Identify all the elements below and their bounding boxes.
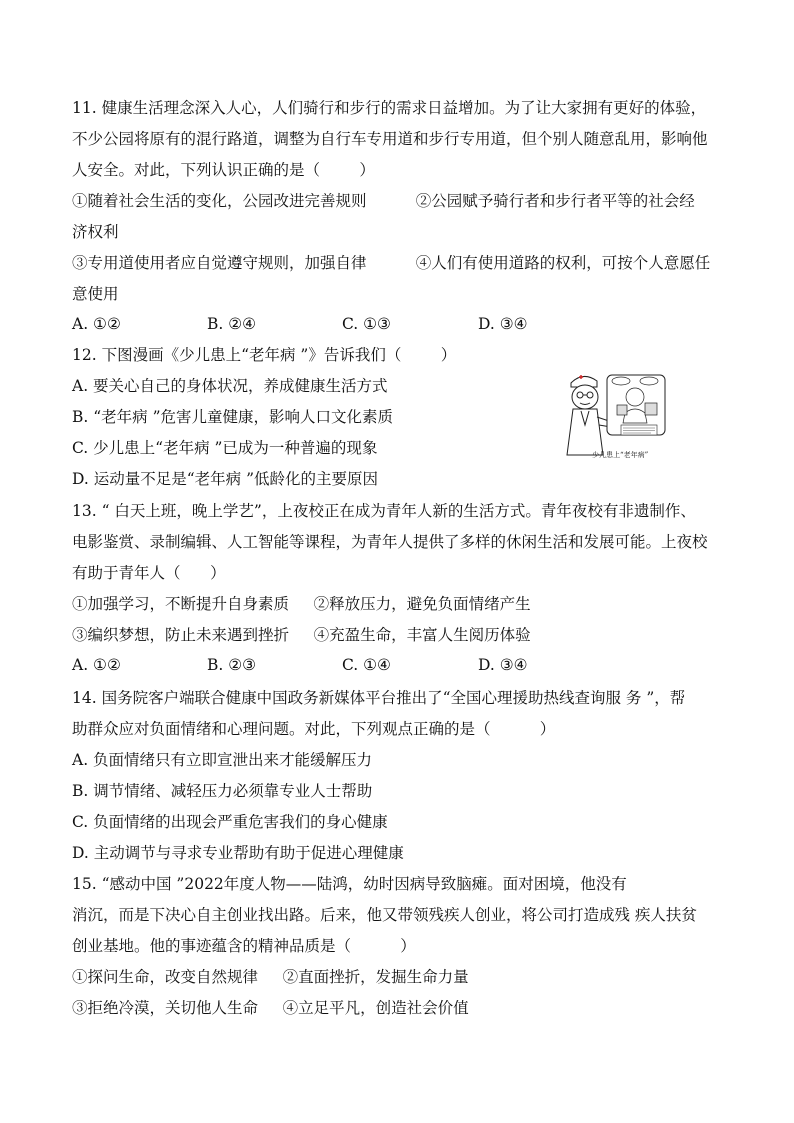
q12-option-a: A. 要关心自己的身体状况，养成健康生活方式 <box>72 377 388 395</box>
q13-option-a: A. ①② <box>72 656 121 674</box>
q15-stem-line-2: 消沉，而是下决心自主创业找出路。后来，他又带领残疾人创业，将公司打造成残 疾人扶贫 <box>72 906 697 924</box>
q11-statement-line-3: ③专用道使用者应自觉遵守规则，加强自律 ④人们有使用道路的权利，可按个人意愿任 <box>72 254 711 272</box>
q12-option-c: C. 少儿患上“老年病 ”已成为一种普遍的现象 <box>72 439 378 457</box>
q11-stem-line-1: 11. 健康生活理念深入人心，人们骑行和步行的需求日益增加。为了让大家拥有更好的体验， <box>72 99 707 117</box>
q15-stem-line-1: 15. “感动中国 ”2022年度人物——陆鸿，幼时因病导致脑瘫。面对困境，他没有 <box>72 875 627 893</box>
q11-stem-line-2: 不少公园将原有的混行路道，调整为自行车专用道和步行专用道，但个别人随意乱用，影响他 <box>72 130 708 148</box>
q11-statement-line-2: 济权利 <box>72 223 119 241</box>
q13-statement-line-2: ③编织梦想，防止未来遇到挫折 ④充盈生命，丰富人生阅历体验 <box>72 626 531 644</box>
q11-statement-line-1: ①随着社会生活的变化，公园改进完善规则 ②公园赋予骑行者和步行者平等的社会经 <box>72 192 695 210</box>
q12-option-d: D. 运动量不足是“老年病 ”低龄化的主要原因 <box>72 470 379 488</box>
q14-option-a: A. 负面情绪只有立即宣泄出来才能缓解压力 <box>72 751 373 769</box>
q13-statement-line-1: ①加强学习，不断提升自身素质 ②释放压力，避免负面情绪产生 <box>72 595 531 613</box>
q14-option-b: B. 调节情绪、减轻压力必须靠专业人士帮助 <box>72 782 373 800</box>
cartoon-caption: 少儿患上“老年病” <box>592 451 649 459</box>
q11-option-b: B. ②④ <box>207 315 257 333</box>
q15-stem-line-3: 创业基地。他的事迹蕴含的精神品质是（ ） <box>72 937 416 955</box>
q14-stem-line-2: 助群众应对负面情绪和心理问题。对此，下列观点正确的是（ ） <box>72 720 556 738</box>
q13-stem-line-1: 13. “ 白天上班，晚上学艺”，上夜校正在成为青年人新的生活方式。青年夜校有非遗制作、 <box>72 502 696 520</box>
q13-option-d: D. ③④ <box>478 656 528 674</box>
q11-option-a: A. ①② <box>72 315 121 333</box>
q14-stem-line-1: 14. 国务院客户端联合健康中国政务新媒体平台推出了“全国心理援助热线查询服 务 ”，帮 <box>72 689 686 707</box>
q13-option-b: B. ②③ <box>207 656 257 674</box>
q11-options <box>72 315 552 335</box>
q14-option-d: D. 主动调节与寻求专业帮助有助于促进心理健康 <box>72 844 404 862</box>
q15-statement-line-2: ③拒绝冷漠，关切他人生命 ④立足平凡，创造社会价值 <box>72 999 469 1017</box>
q11-option-d: D. ③④ <box>478 315 528 333</box>
q13-stem-line-3: 有助于青年人（ ） <box>72 564 226 582</box>
q11-statement-line-4: 意使用 <box>72 285 119 303</box>
q15-statement-line-1: ①探问生命，改变自然规律 ②直面挫折，发掘生命力量 <box>72 968 469 986</box>
q12-stem: 12. 下图漫画《少儿患上“老年病 ”》告诉我们（ ） <box>72 346 457 364</box>
q13-options <box>72 656 552 676</box>
q13-option-c: C. ①④ <box>342 656 391 674</box>
q11-option-c: C. ①③ <box>342 315 391 333</box>
q13-stem-line-2: 电影鉴赏、录制编辑、人工智能等课程，为青年人提供了多样的休闲生活和发展可能。上夜校 <box>72 533 708 551</box>
q14-option-c: C. 负面情绪的出现会严重危害我们的身心健康 <box>72 813 388 831</box>
q12-option-b: B. “老年病 ”危害儿童健康，影响人口文化素质 <box>72 408 394 426</box>
q11-stem-line-3: 人安全。对此，下列认识正确的是（ ） <box>72 161 375 179</box>
